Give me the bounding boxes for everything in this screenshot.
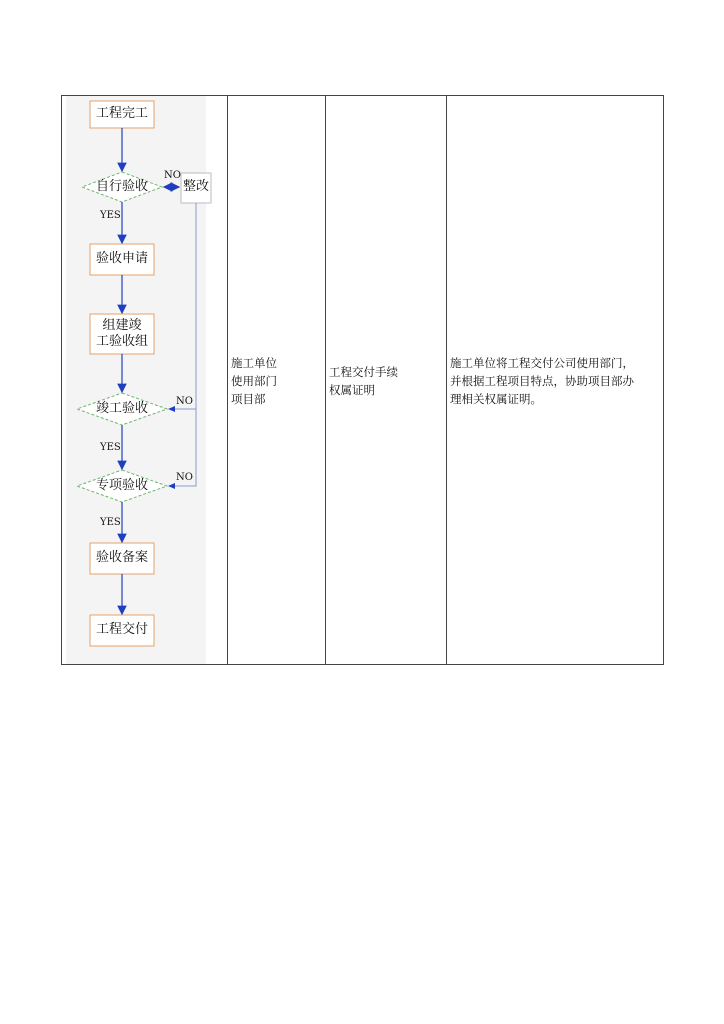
department-line: 项目部: [231, 392, 266, 406]
label-yes-special: YES: [100, 517, 121, 528]
description-cell: [450, 354, 634, 408]
label-no-completion: NO: [176, 396, 193, 407]
column-divider: [325, 96, 326, 664]
department-cell: [231, 354, 277, 408]
node-project-handover: 工程交付: [95, 622, 148, 637]
label-no-special: NO: [176, 472, 193, 483]
department-line: 使用部门: [231, 374, 277, 388]
documents-line: 权属证明: [329, 383, 375, 397]
node-special-inspect: 专项验收: [95, 478, 148, 493]
department-line: 施工单位: [231, 356, 277, 370]
description-line: 并根据工程项目特点，协助项目部办: [450, 374, 634, 388]
flowchart: [62, 96, 228, 664]
label-no-self: NO: [164, 170, 181, 181]
process-table: [61, 95, 664, 665]
node-form-team-line1: 组建竣: [102, 318, 142, 333]
documents-line: 工程交付手续: [329, 365, 398, 379]
description-line: 理相关权属证明。: [450, 392, 542, 406]
documents-cell: [329, 363, 398, 399]
label-yes-completion: YES: [100, 442, 121, 453]
node-apply-inspect: 验收申请: [95, 251, 148, 266]
description-line: 施工单位将工程交付公司使用部门，: [450, 356, 634, 370]
node-self-inspect: 自行验收: [95, 179, 148, 194]
node-form-team-line2: 工验收组: [95, 334, 148, 349]
node-completion-inspect: 竣工验收: [95, 401, 148, 416]
node-project-complete: 工程完工: [95, 106, 148, 121]
node-rectify: 整改: [182, 179, 209, 194]
column-divider: [446, 96, 447, 664]
node-record-filing: 验收备案: [95, 550, 148, 565]
label-yes-self: YES: [100, 210, 121, 221]
